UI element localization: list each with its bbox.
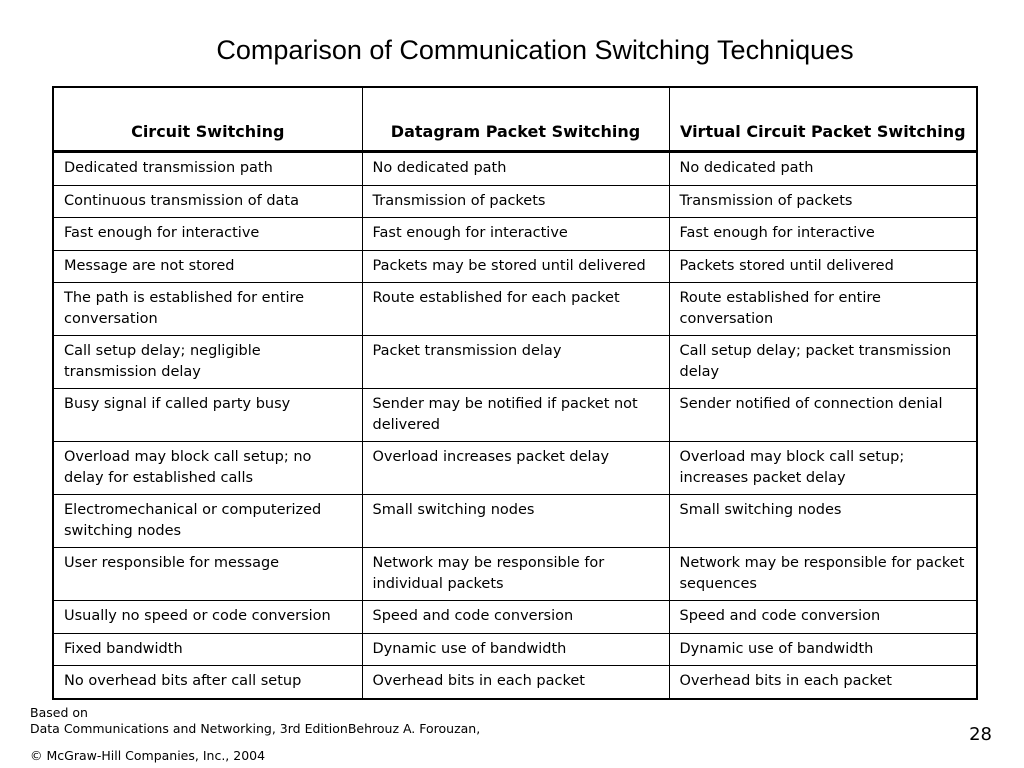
header-circuit-switching: Circuit Switching	[53, 87, 362, 152]
table-row	[53, 250, 977, 283]
virtual-circuit-cell: Call setup delay; packet transmission delay	[669, 336, 977, 389]
table-row	[53, 601, 977, 634]
table-row	[53, 218, 977, 251]
virtual-circuit-cell: Small switching nodes	[669, 495, 977, 548]
table-row	[53, 152, 977, 186]
footer-based-on: Based on	[30, 705, 88, 720]
virtual-circuit-cell: Sender notified of connection denial	[669, 389, 977, 442]
circuit-cell: Call setup delay; negligible transmission delay	[53, 336, 362, 389]
datagram-cell: Packet transmission delay	[362, 336, 669, 389]
footer-copyright: © McGraw-Hill Companies, Inc., 2004	[30, 748, 266, 763]
table-body	[53, 152, 977, 699]
datagram-cell: Overhead bits in each packet	[362, 666, 669, 699]
datagram-cell: Overload increases packet delay	[362, 442, 669, 495]
circuit-cell: Busy signal if called party busy	[53, 389, 362, 442]
comparison-table	[52, 86, 978, 700]
datagram-cell: Packets may be stored until delivered	[362, 250, 669, 283]
table-row	[53, 633, 977, 666]
header-row	[53, 87, 977, 152]
circuit-cell: The path is established for entire conversation	[53, 283, 362, 336]
virtual-circuit-cell: Dynamic use of bandwidth	[669, 633, 977, 666]
table-header	[53, 87, 977, 152]
circuit-cell: Usually no speed or code conversion	[53, 601, 362, 634]
header-datagram-packet-switching: Datagram Packet Switching	[362, 87, 669, 152]
table-row	[53, 548, 977, 601]
table-row	[53, 442, 977, 495]
virtual-circuit-cell: Network may be responsible for packet sequences	[669, 548, 977, 601]
virtual-circuit-cell: Route established for entire conversation	[669, 283, 977, 336]
datagram-cell: Sender may be notified if packet not delivered	[362, 389, 669, 442]
table-row	[53, 495, 977, 548]
virtual-circuit-cell: Overhead bits in each packet	[669, 666, 977, 699]
slide-title: Comparison of Communication Switching Techniques	[216, 35, 854, 65]
datagram-cell: Fast enough for interactive	[362, 218, 669, 251]
circuit-cell: User responsible for message	[53, 548, 362, 601]
virtual-circuit-cell: No dedicated path	[669, 152, 977, 186]
datagram-cell: Route established for each packet	[362, 283, 669, 336]
header-virtual-circuit-packet-switching: Virtual Circuit Packet Switching	[669, 87, 977, 152]
circuit-cell: Continuous transmission of data	[53, 185, 362, 218]
datagram-cell: Speed and code conversion	[362, 601, 669, 634]
datagram-cell: No dedicated path	[362, 152, 669, 186]
footer-reference: Data Communications and Networking, 3rd EditionBehrouz A. Forouzan,	[30, 721, 481, 736]
table-row	[53, 336, 977, 389]
virtual-circuit-cell: Fast enough for interactive	[669, 218, 977, 251]
circuit-cell: Message are not stored	[53, 250, 362, 283]
circuit-cell: Electromechanical or computerized switching nodes	[53, 495, 362, 548]
table-row	[53, 185, 977, 218]
datagram-cell: Dynamic use of bandwidth	[362, 633, 669, 666]
datagram-cell: Transmission of packets	[362, 185, 669, 218]
datagram-cell: Small switching nodes	[362, 495, 669, 548]
circuit-cell: Overload may block call setup; no delay for established calls	[53, 442, 362, 495]
virtual-circuit-cell: Packets stored until delivered	[669, 250, 977, 283]
page-number: 28	[969, 724, 992, 745]
datagram-cell: Network may be responsible for individual packets	[362, 548, 669, 601]
virtual-circuit-cell: Overload may block call setup; increases packet delay	[669, 442, 977, 495]
table-row	[53, 666, 977, 699]
virtual-circuit-cell: Speed and code conversion	[669, 601, 977, 634]
circuit-cell: Fixed bandwidth	[53, 633, 362, 666]
source-footer	[30, 705, 480, 764]
circuit-cell: Fast enough for interactive	[53, 218, 362, 251]
virtual-circuit-cell: Transmission of packets	[669, 185, 977, 218]
circuit-cell: Dedicated transmission path	[53, 152, 362, 186]
table-row	[53, 283, 977, 336]
circuit-cell: No overhead bits after call setup	[53, 666, 362, 699]
table-row	[53, 389, 977, 442]
